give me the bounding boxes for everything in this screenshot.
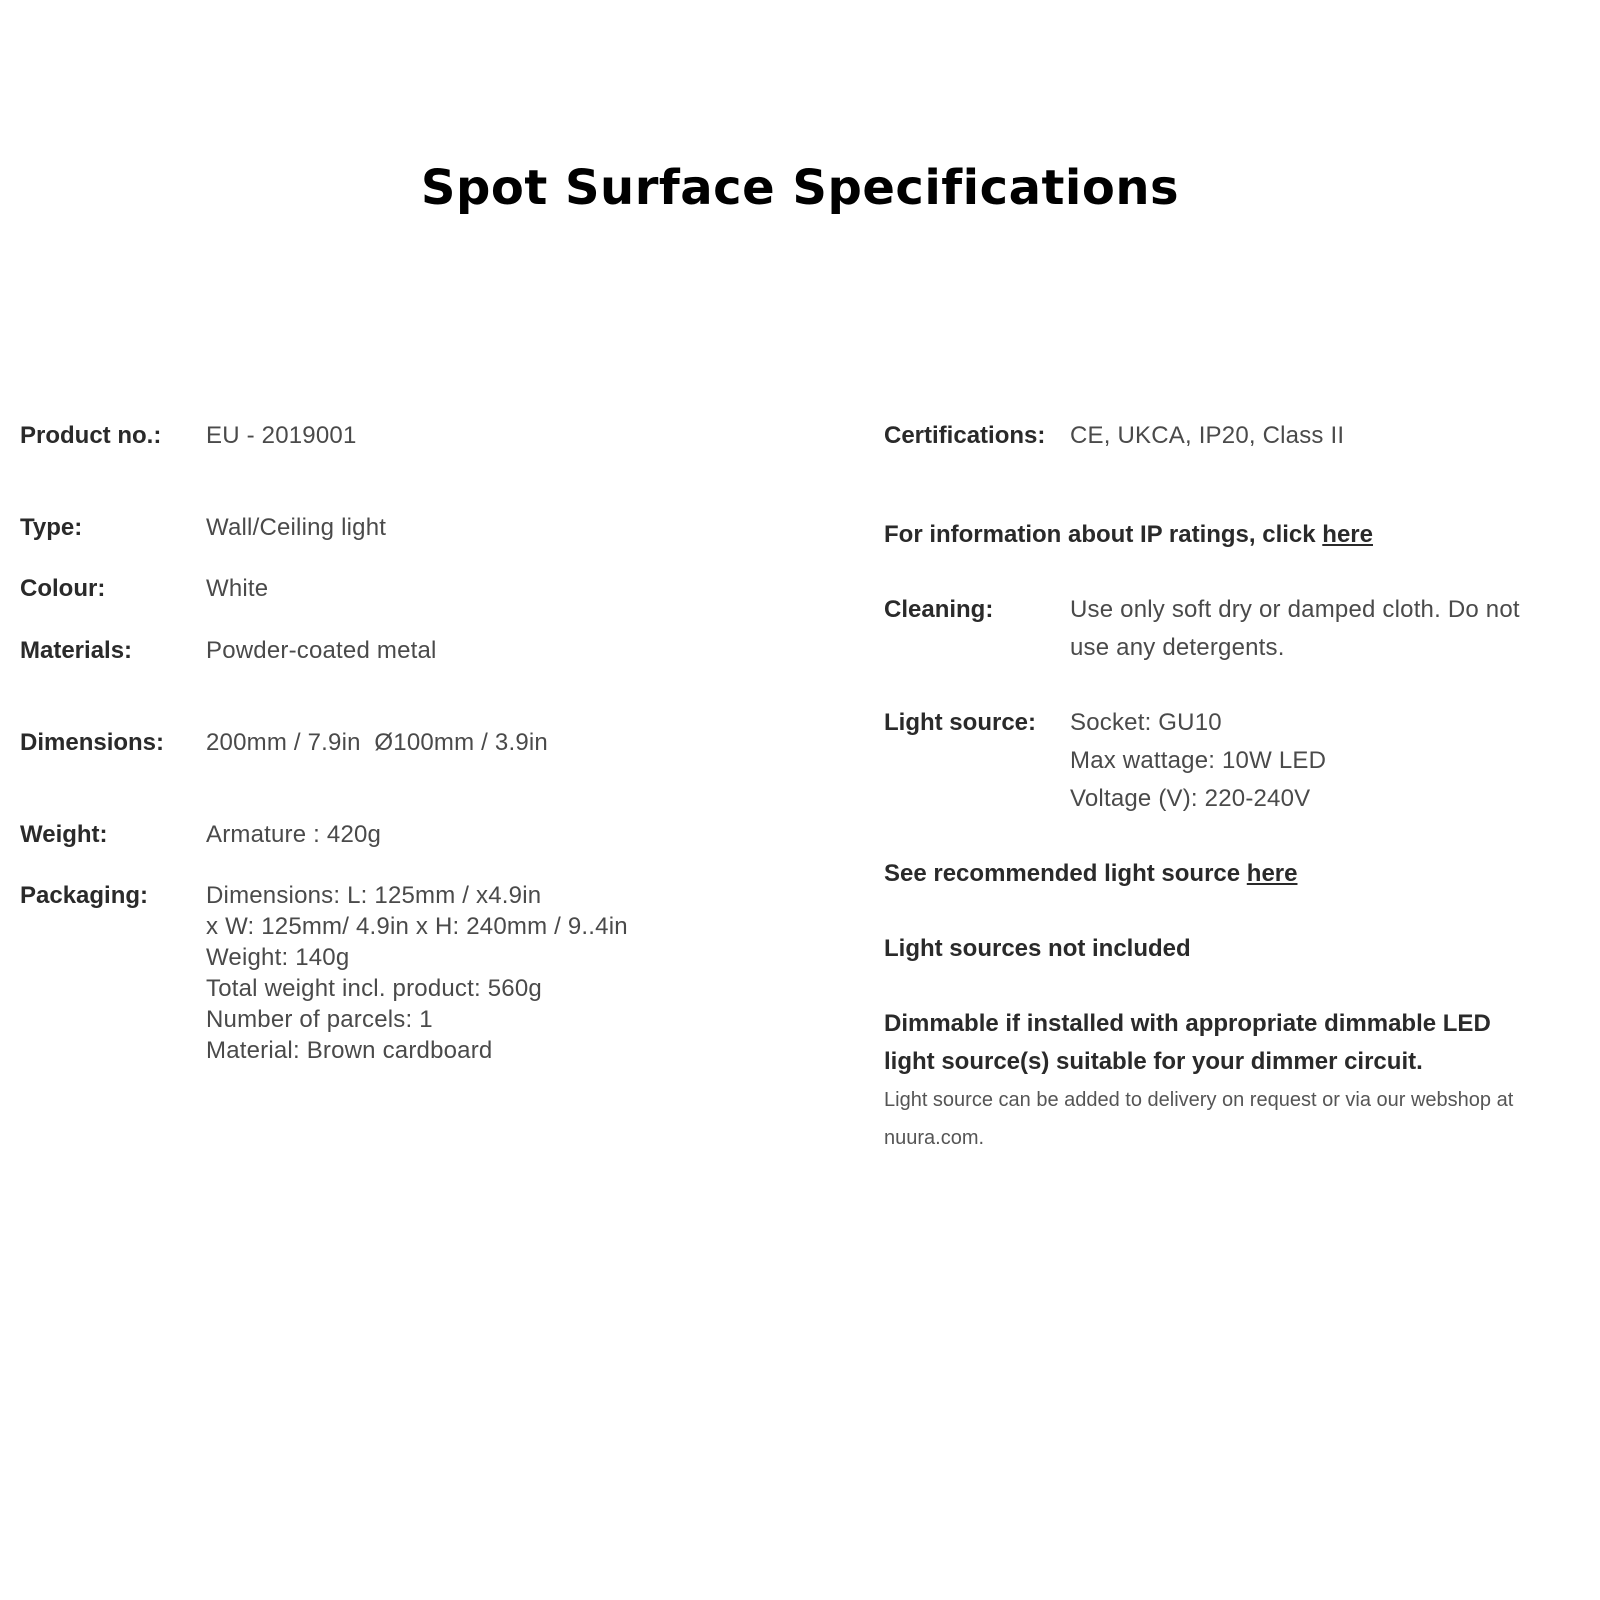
spec-label: Dimensions: [20,729,165,756]
spec-value: 200mm / 7.9in Ø100mm / 3.9in [206,729,548,756]
ip-info-line [884,516,1584,554]
light-source-line: Socket: GU10 [1070,709,1222,736]
spec-label: Materials: [20,637,133,664]
dimmable-notice [884,1005,1584,1081]
packaging-line: x W: 125mm/ 4.9in x H: 240mm / 9..4in [206,913,628,940]
page-title: Spot Surface Specifications [420,160,1180,216]
spec-label: Weight: [20,821,108,848]
packaging-line: Number of parcels: 1 [206,1006,433,1033]
packaging-line: Weight: 140g [206,944,350,971]
delivery-note [884,1081,1584,1157]
spec-label: Type: [20,514,83,541]
recommended-text: See recommended light source [884,860,1247,887]
packaging-line: Dimensions: L: 125mm / x4.9in [206,882,542,909]
spec-row-materials [20,635,820,666]
ip-info-text: For information about IP ratings, click [884,521,1323,548]
spec-row-dimensions [20,727,820,758]
spec-row-weight [20,819,820,850]
spec-row-product-no [20,420,820,451]
spec-value: EU - 2019001 [206,422,357,449]
spec-value [1070,704,1326,818]
light-source-line: Max wattage: 10W LED [1070,747,1327,774]
ip-info-link[interactable]: here [1322,521,1373,548]
cleaning-line: use any detergents. [1070,634,1285,661]
spec-row-packaging [20,880,820,1066]
packaging-line: Total weight incl. product: 560g [206,975,542,1002]
recommended-link[interactable]: here [1246,860,1298,887]
spec-row-cleaning [884,591,1584,667]
cleaning-line: Use only soft dry or damped cloth. Do not [1070,596,1520,623]
dimmable-line: Dimmable if installed with appropriate dimmable LED [884,1010,1491,1037]
light-sources-not-included: Light sources not included [884,935,1191,962]
light-source-line: Voltage (V): 220-240V [1070,785,1311,812]
spec-label: Colour: [20,575,106,602]
dimmable-line: light source(s) suitable for your dimmer circuit. [884,1048,1423,1075]
delivery-note-line: nuura.com. [884,1127,985,1149]
recommended-light-source-line [884,855,1584,893]
spec-value [206,880,628,1066]
spec-label: Light source: [884,709,1037,736]
spec-value: Wall/Ceiling light [206,514,387,541]
spec-row-type [20,512,820,543]
spec-value: Armature : 420g [206,821,382,848]
spec-label: Certifications: [884,422,1046,449]
spec-row-colour [20,573,820,604]
spec-label: Cleaning: [884,596,994,623]
spec-column-right [884,420,1584,1157]
spec-value: CE, UKCA, IP20, Class II [1070,422,1345,449]
spec-value [1070,591,1520,667]
spec-value: Powder-coated metal [206,637,437,664]
spec-row-certifications [884,420,1584,451]
spec-value: White [206,575,269,602]
delivery-note-line: Light source can be added to delivery on request or via our webshop at [884,1089,1514,1111]
spec-row-light-source [884,704,1584,818]
packaging-line: Material: Brown cardboard [206,1037,493,1064]
spec-label: Packaging: [20,882,149,909]
spec-column-left [20,420,820,1066]
spec-label: Product no.: [20,422,162,449]
